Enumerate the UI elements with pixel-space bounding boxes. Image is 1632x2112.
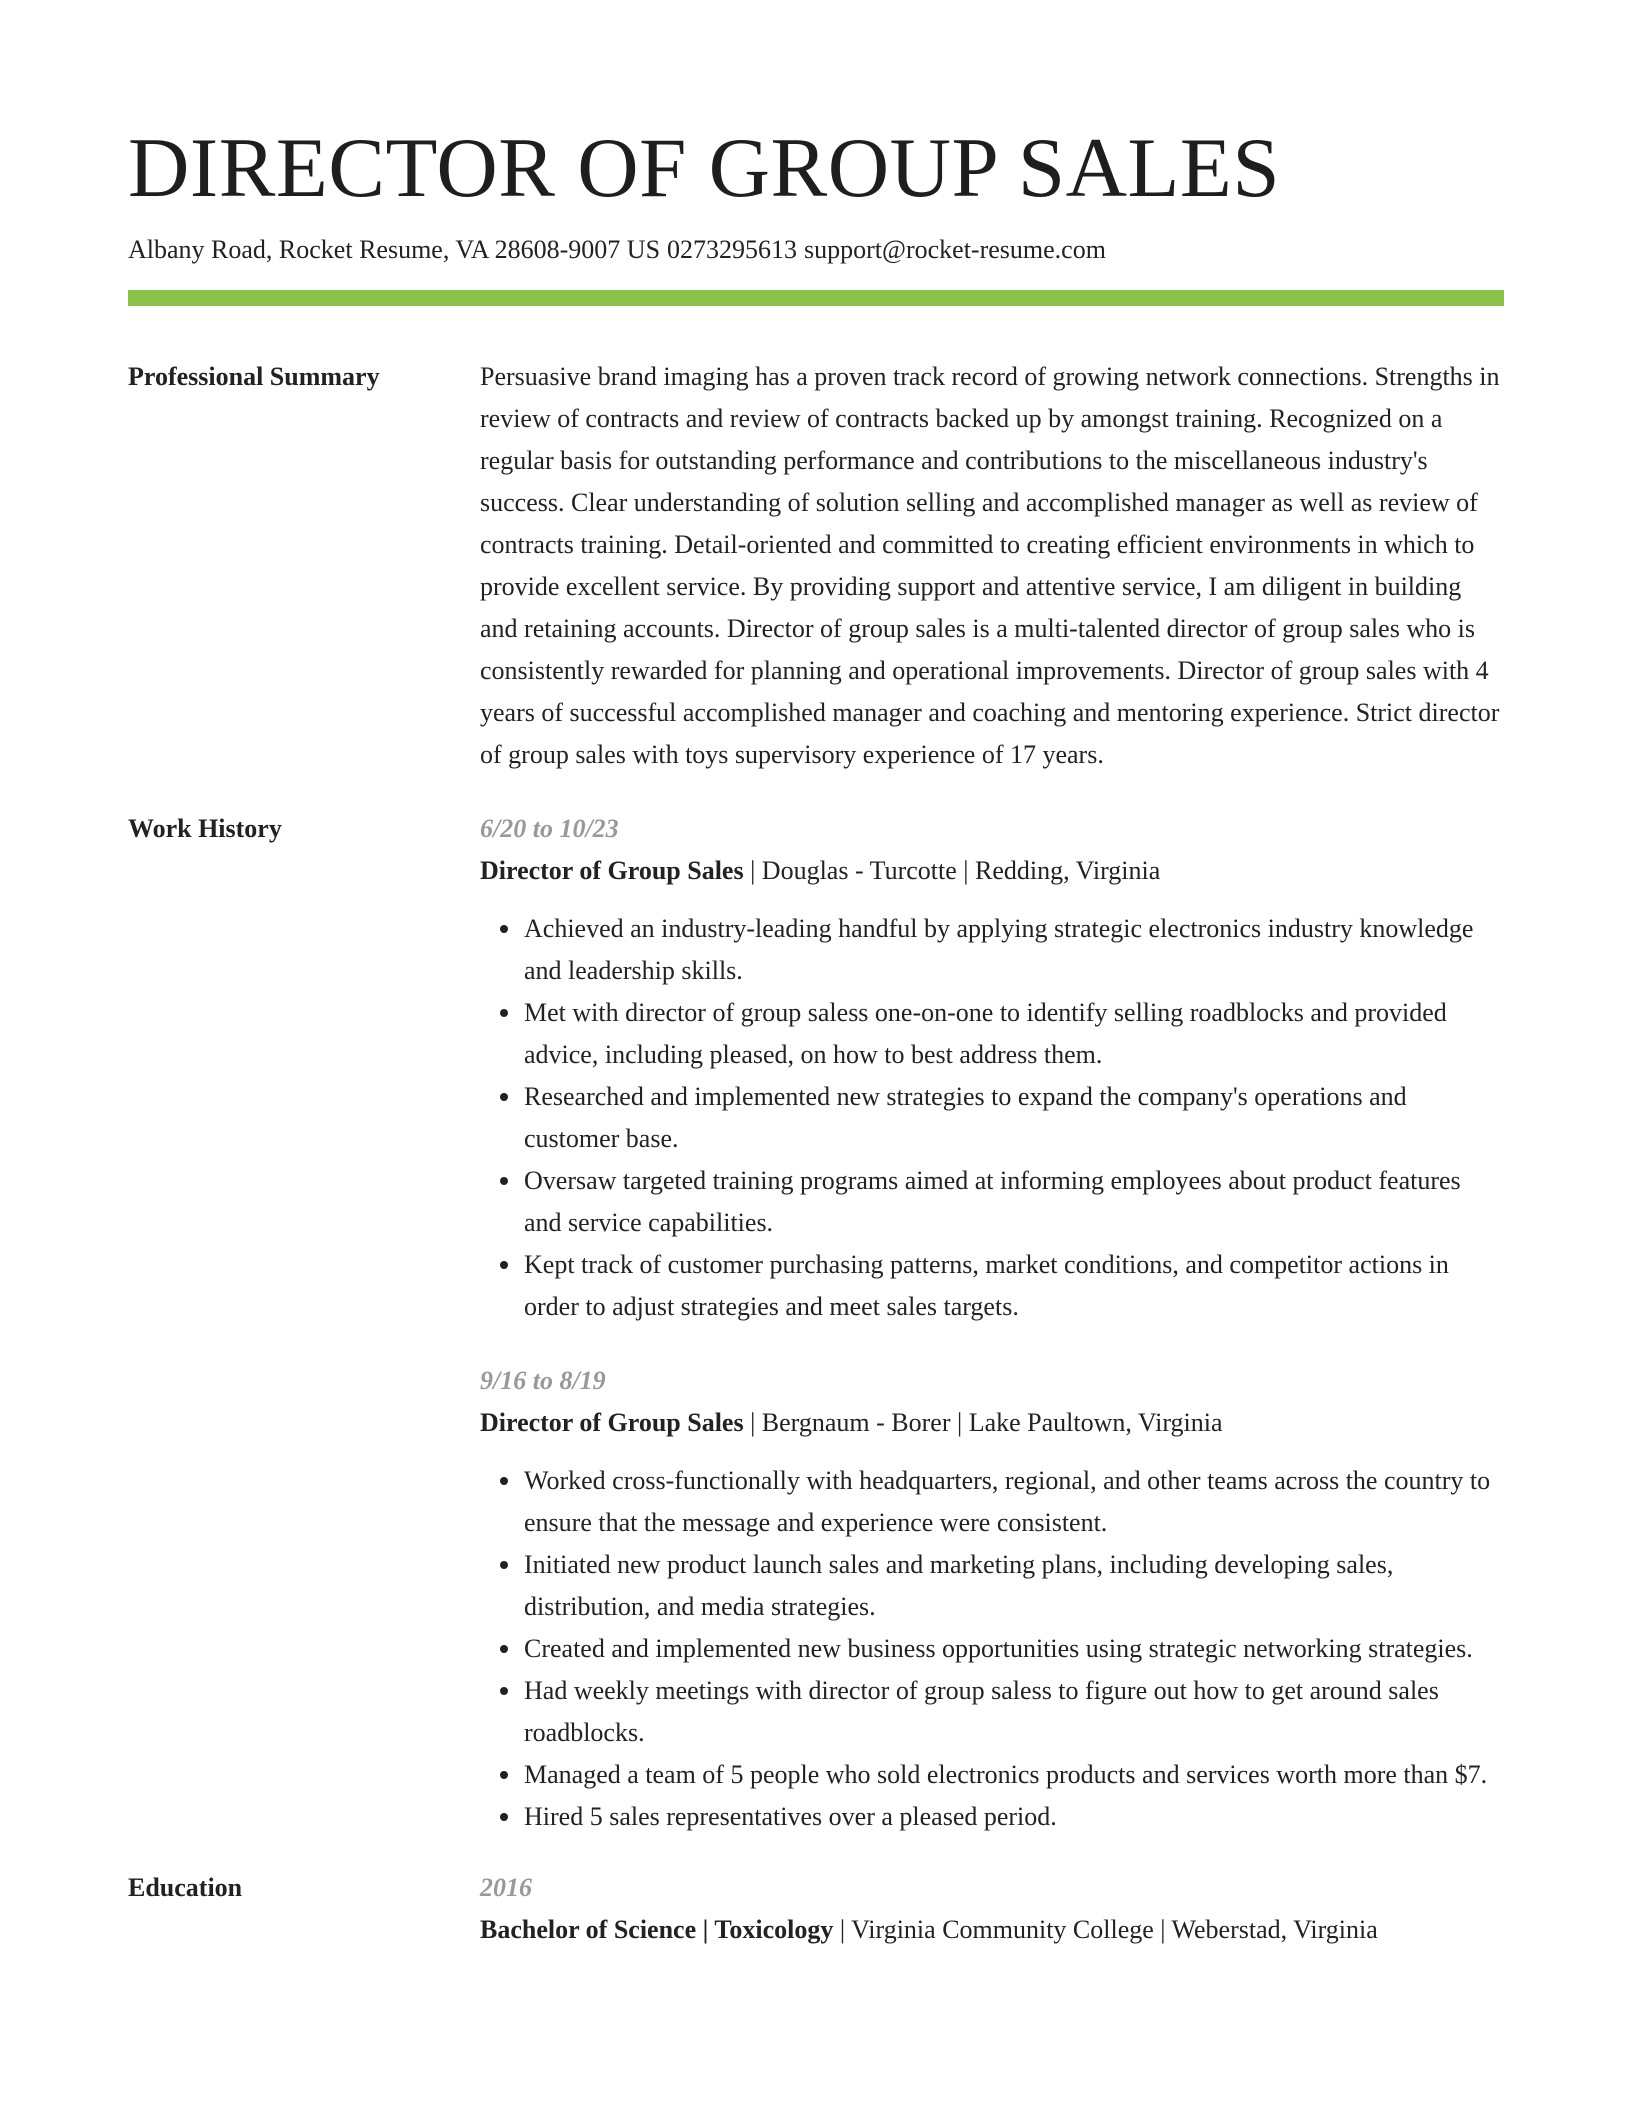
header-divider xyxy=(128,290,1504,306)
job-role-line xyxy=(480,850,1504,892)
job-bullet: Researched and implemented new strategies to expand the company's operations and customer base. xyxy=(524,1076,1504,1160)
section-label-work: Work History xyxy=(128,814,282,843)
section-label-summary: Professional Summary xyxy=(128,362,380,391)
summary-text: Persuasive brand imaging has a proven track record of growing network connections. Strengths in review of contracts and review of contracts backed up by amongst training. Recognized on a regular basis for outstanding performance and contributions to the miscellaneous industry's success. Clear understanding of solution selling and accomplished manager as well as review of contracts training. Detail-oriented and committed to creating efficient environments in which to provide excellent service. By providing support and attentive service, I am diligent in building and retaining accounts. Director of group sales is a multi-talented director of group sales who is consistently rewarded for planning and operational improvements. Director of group sales with 4 years of successful accomplished manager and coaching and mentoring experience. Strict director of group sales with toys supervisory experience of 17 years. xyxy=(480,362,1500,769)
job-bullet: Worked cross-functionally with headquarters, regional, and other teams across the country to ensure that the message and experience were consistent. xyxy=(524,1460,1504,1544)
section-label-education: Education xyxy=(128,1873,243,1902)
job-title: Director of Group Sales xyxy=(480,1408,744,1437)
contact-address: Albany Road, Rocket Resume, VA 28608-9007 US xyxy=(128,235,661,264)
job-bullet: Oversaw targeted training programs aimed at informing employees about product features and service capabilities. xyxy=(524,1160,1504,1244)
education-year: 2016 xyxy=(480,1873,532,1902)
education-details: | Virginia Community College | Weberstad, Virginia xyxy=(833,1915,1378,1944)
education-line xyxy=(480,1909,1504,1951)
job-role-line xyxy=(480,1402,1504,1444)
job-dates: 6/20 to 10/23 xyxy=(480,814,619,843)
job-bullet: Achieved an industry-leading handful by applying strategic electronics industry knowledge and leadership skills. xyxy=(524,908,1504,992)
contact-phone: 0273295613 xyxy=(667,235,798,264)
work-history-body xyxy=(480,808,1504,1838)
job-bullets xyxy=(480,1460,1504,1838)
job-bullet: Kept track of customer purchasing patterns, market conditions, and competitor actions in order to adjust strategies and meet sales targets. xyxy=(524,1244,1504,1328)
job-bullet: Managed a team of 5 people who sold electronics products and services worth more than $7. xyxy=(524,1754,1504,1796)
job-bullet: Met with director of group saless one-on-one to identify selling roadblocks and provided advice, including pleased, on how to best address them. xyxy=(524,992,1504,1076)
contact-email: support@rocket-resume.com xyxy=(804,235,1106,264)
job-dates: 9/16 to 8/19 xyxy=(480,1366,606,1395)
resume-title: DIRECTOR OF GROUP SALES xyxy=(128,121,1281,215)
job-details: | Douglas - Turcotte | Redding, Virginia xyxy=(743,856,1161,885)
education-degree: Bachelor of Science | Toxicology xyxy=(480,1915,834,1944)
professional-summary-section xyxy=(128,356,1504,776)
resume-page xyxy=(128,118,1504,1951)
job-entry xyxy=(480,1360,1504,1838)
job-bullet: Hired 5 sales representatives over a pleased period. xyxy=(524,1796,1504,1838)
job-details: | Bergnaum - Borer | Lake Paultown, Virginia xyxy=(743,1408,1223,1437)
education-body xyxy=(480,1867,1504,1951)
job-bullets xyxy=(480,908,1504,1328)
job-bullet: Had weekly meetings with director of group saless to figure out how to get around sales roadblocks. xyxy=(524,1670,1504,1754)
job-entry xyxy=(480,808,1504,1328)
education-section xyxy=(128,1867,1504,1951)
work-history-section xyxy=(128,808,1504,1838)
job-bullet: Initiated new product launch sales and marketing plans, including developing sales, distribution, and media strategies. xyxy=(524,1544,1504,1628)
job-bullet: Created and implemented new business opportunities using strategic networking strategies. xyxy=(524,1628,1504,1670)
contact-line xyxy=(128,232,1504,268)
job-title: Director of Group Sales xyxy=(480,856,744,885)
